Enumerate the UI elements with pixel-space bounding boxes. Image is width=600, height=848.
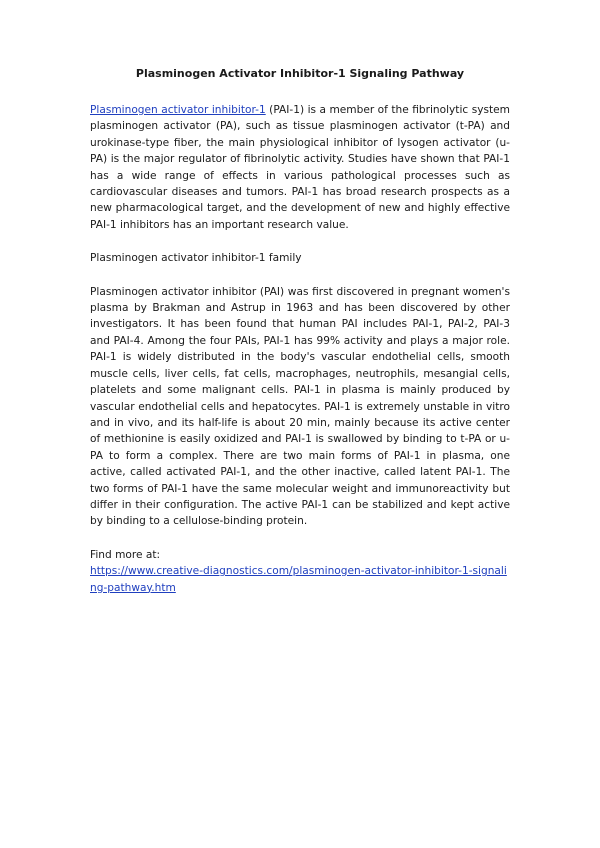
document-title: Plasminogen Activator Inhibitor-1 Signaling Pathway: [135, 67, 465, 80]
find-more-label: Find more at:: [90, 548, 161, 561]
find-more-link[interactable]: https://www.creative-diagnostics.com/plasminogen-activator-inhibitor-1-signaling-pathway.htm: [90, 565, 507, 594]
intro-paragraph: [90, 102, 510, 233]
find-more-url-line: [90, 563, 510, 596]
spacer: [90, 530, 510, 547]
body-paragraph: Plasminogen activator inhibitor (PAI) was first discovered in pregnant women's plasma by Brakman and Astrup in 1963 and has been discovered by other investigators. It has been found that human PAI includes PAI-1, PAI-2, PAI-3 and PAI-4. Among the four PAIs, PAI-1 has 99% activity and plays a major role. PAI-1 is widely distributed in the body's vascular endothelial cells, smooth muscle cells, liver cells, fat cells, macrophages, neutrophils, mesangial cells, platelets and some malignant cells. PAI-1 in plasma is mainly produced by vascular endothelial cells and hepatocytes. PAI-1 is extremely unstable in vitro and in vivo, and its half-life is about 20 min, mainly because its active center of methionine is easily oxidized and PAI-1 is swallowed by binding to t-PA or u-PA to form a complex. There are two main forms of PAI-1 in plasma, one active, called activated PAI-1, and the other inactive, called latent PAI-1. The two forms of PAI-1 have the same molecular weight and immunoreactivity but differ in their configuration. The active PAI-1 can be stabilized and kept active by binding to a cellulose-binding protein.: [90, 285, 510, 528]
spacer: [90, 267, 510, 284]
intro-link[interactable]: Plasminogen activator inhibitor-1: [90, 104, 266, 116]
section-heading: Plasminogen activator inhibitor-1 family: [90, 252, 302, 265]
spacer: [90, 233, 510, 250]
document-page: [90, 66, 510, 596]
intro-text: (PAI-1) is a member of the fibrinolytic system plasminogen activator (PA), such as tissue plasminogen activator (t-PA) and urokinase-type fiber, the main physiological inhibitor of lysogen activator (u-PA) is the major regulator of fibrinolytic activity. Studies have shown that PAI-1 has a wide range of effects in various pathological processes such as cardiovascular diseases and tumors. PAI-1 has broad research prospects as a new pharmacological target, and the development of new and highly effective PAI-1 inhibitors has an important research value.: [90, 104, 510, 231]
